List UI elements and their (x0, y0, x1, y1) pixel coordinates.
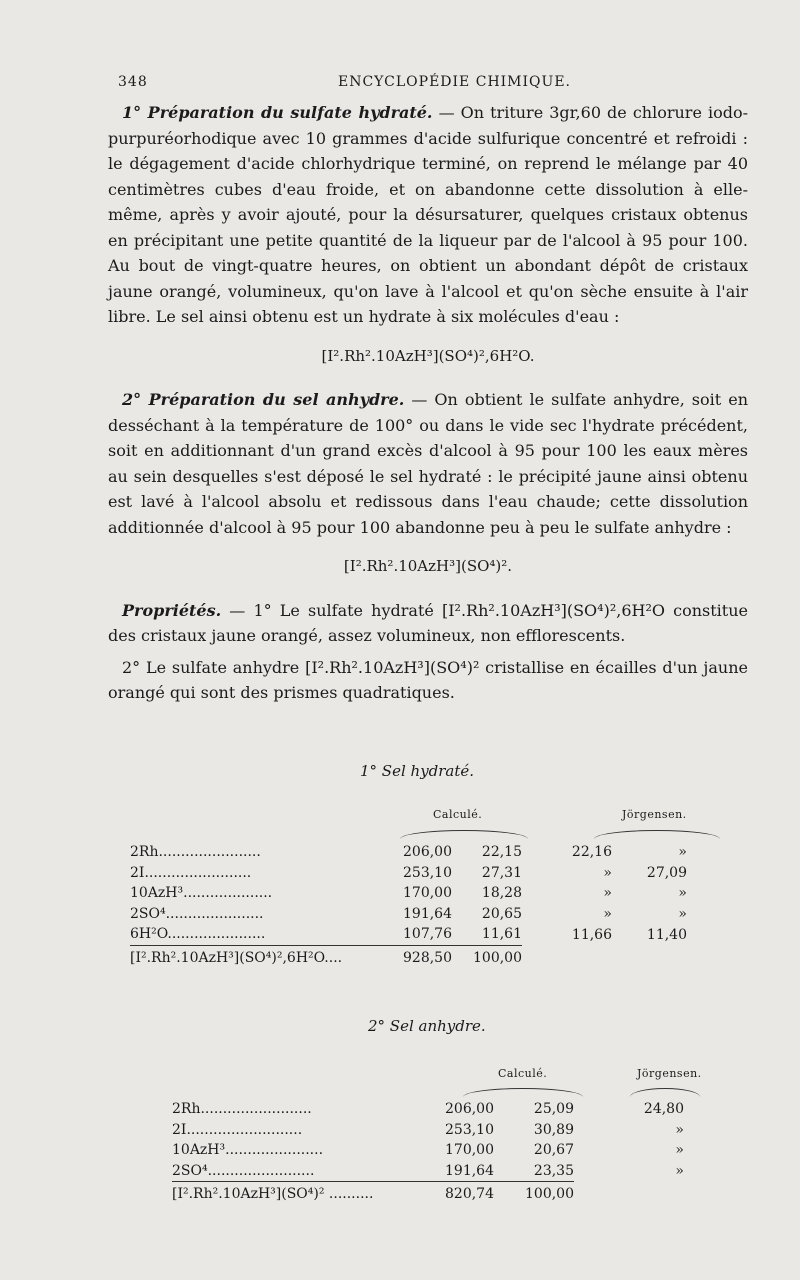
table-row (130, 924, 687, 945)
section1-paragraph (108, 100, 748, 330)
row-label: 2Rh......................... (172, 1101, 312, 1118)
table2-header-calcule: Calculé. (498, 1067, 548, 1080)
total-label: [I².Rh².10AzH³](SO⁴)²,6H²O.... (130, 945, 392, 968)
jorgensen-value: 24,80 (643, 1101, 684, 1118)
calc-weight: 206,00 (403, 844, 452, 861)
calc-weight: 107,76 (403, 926, 452, 943)
page-number: 348 (118, 74, 148, 90)
table-row (172, 1120, 684, 1141)
jorgensen-value-2: » (678, 844, 687, 861)
total-weight: 820,74 (434, 1182, 494, 1205)
calc-weight: 253,10 (403, 864, 452, 881)
main-text (108, 100, 748, 706)
table1-brace-jorgensen (594, 830, 720, 839)
total-label: [I².Rh².10AzH³](SO⁴)² .......... (172, 1182, 434, 1205)
running-title: ENCYCLOPÉDIE CHIMIQUE. (338, 74, 571, 90)
section1-formula: [I².Rh².10AzH³](SO⁴)²,6H²O. (321, 346, 535, 365)
calc-weight: 170,00 (403, 885, 452, 902)
section2-heading: 2° Préparation du sel anhydre. (122, 390, 405, 409)
total-weight: 928,50 (392, 945, 452, 968)
jorgensen-value-1: 22,16 (571, 844, 612, 861)
table-row (172, 1099, 684, 1120)
calc-weight: 206,00 (445, 1101, 494, 1118)
row-label: 2I........................ (130, 864, 252, 881)
jorgensen-value: » (675, 1121, 684, 1138)
table1 (130, 842, 687, 968)
properties-heading: Propriétés. (122, 600, 222, 620)
calc-percent: 23,35 (533, 1162, 574, 1179)
row-label: 2SO⁴........................ (172, 1162, 315, 1179)
table2-brace-calcule (463, 1088, 583, 1097)
properties-text-1: — 1° Le sulfate hydraté [I².Rh².10AzH³](SO⁴)²,6H²O constitue des cristaux jaune orangé, assez volumineux, non efflorescents. (108, 600, 748, 645)
table2-caption: 2° Sel anhydre. (368, 1017, 486, 1035)
calc-percent: 22,15 (481, 844, 522, 861)
table-row (130, 883, 687, 904)
row-label: 2Rh....................... (130, 844, 261, 861)
table-row (130, 842, 687, 863)
calc-percent: 18,28 (481, 885, 522, 902)
calc-percent: 30,89 (533, 1121, 574, 1138)
row-label: 10AzH³...................... (172, 1142, 324, 1159)
table-row (130, 863, 687, 884)
total-percent: 100,00 (494, 1182, 574, 1205)
total-percent: 100,00 (452, 945, 522, 968)
table2-header-jorgensen: Jörgensen. (637, 1067, 702, 1080)
table1-caption: 1° Sel hydraté. (360, 762, 475, 780)
properties-paragraph-1 (108, 598, 748, 649)
table2 (172, 1099, 684, 1205)
jorgensen-value-2: 27,09 (646, 864, 687, 881)
table1-header-jorgensen: Jörgensen. (622, 808, 687, 821)
table-total-row (172, 1182, 684, 1205)
jorgensen-value-2: » (678, 905, 687, 922)
table-total-row (130, 945, 687, 968)
section2-text: — On obtient le sulfate anhydre, soit en desséchant à la température de 100° ou dans le vide sec l'hydrate précédent, soit en additionnant d'un grand excès d'alcool à 95 pour 100 les eaux mères au sein desquelles s'est déposé le sel hydraté : le précipité jaune ainsi obtenu est lavé à l'alcool absolu et redissous dans l'eau chaude; cette dissolution additionnée d'alcool à 95 pour 100 abandonne peu à peu le sulfate anhydre : (108, 390, 749, 537)
row-label: 10AzH³.................... (130, 885, 273, 902)
row-label: 2SO⁴...................... (130, 905, 264, 922)
calc-weight: 170,00 (445, 1142, 494, 1159)
jorgensen-value: » (675, 1142, 684, 1159)
jorgensen-value-1: 11,66 (571, 926, 612, 943)
row-label: 6H²O...................... (130, 926, 266, 943)
jorgensen-value: » (675, 1163, 684, 1179)
properties-paragraph-2: 2° Le sulfate anhydre [I².Rh².10AzH³](SO⁴)² cristallise en écailles d'un jaune orangé qui sont des prismes quadratiques. (108, 657, 748, 702)
calc-percent: 11,61 (481, 926, 522, 943)
jorgensen-value-1: » (603, 905, 612, 922)
table-row (172, 1140, 684, 1161)
calc-percent: 20,67 (533, 1142, 574, 1159)
section2-paragraph (108, 387, 748, 540)
table2-brace-jorgensen (630, 1088, 700, 1097)
section1-heading: 1° Préparation du sulfate hydraté. (122, 103, 433, 122)
calc-percent: 27,31 (481, 864, 522, 881)
jorgensen-value-1: » (603, 885, 612, 902)
jorgensen-value-1: » (603, 864, 612, 881)
table-row (130, 904, 687, 925)
jorgensen-value-2: » (678, 885, 687, 902)
calc-weight: 191,64 (403, 905, 452, 922)
calc-percent: 20,65 (481, 905, 522, 922)
row-label: 2I.......................... (172, 1121, 303, 1138)
table1-header-calcule: Calculé. (433, 808, 483, 821)
calc-percent: 25,09 (533, 1101, 574, 1118)
calc-weight: 191,64 (445, 1162, 494, 1179)
jorgensen-value-2: 11,40 (646, 926, 687, 943)
table-row (172, 1161, 684, 1182)
section2-formula: [I².Rh².10AzH³](SO⁴)². (343, 557, 513, 575)
section1-text: — On triture 3gr,60 de chlorure iodo-purpuréorhodique avec 10 grammes d'acide sulfurique concentré et refroidi : le dégagement d'acide chlorhydrique terminé, on reprend le mélange par 40 centimètres cubes d'eau froide, et on abandonne cette dissolution à elle-même, après y avoir ajouté, pour la désursaturer, quelques cristaux obtenus en précipitant une petite quantité de la liqueur par de l'alcool à 95 pour 100. Au bout de vingt-quatre heures, on obtient un abondant dépôt de cristaux jaune orangé, volumineux, qu'on lave à l'alcool et qu'on sèche ensuite à l'air libre. Le sel ainsi obtenu est un hydrate à six molécules d'eau : (108, 103, 749, 326)
table1-brace-calcule (400, 830, 528, 839)
calc-weight: 253,10 (445, 1121, 494, 1138)
